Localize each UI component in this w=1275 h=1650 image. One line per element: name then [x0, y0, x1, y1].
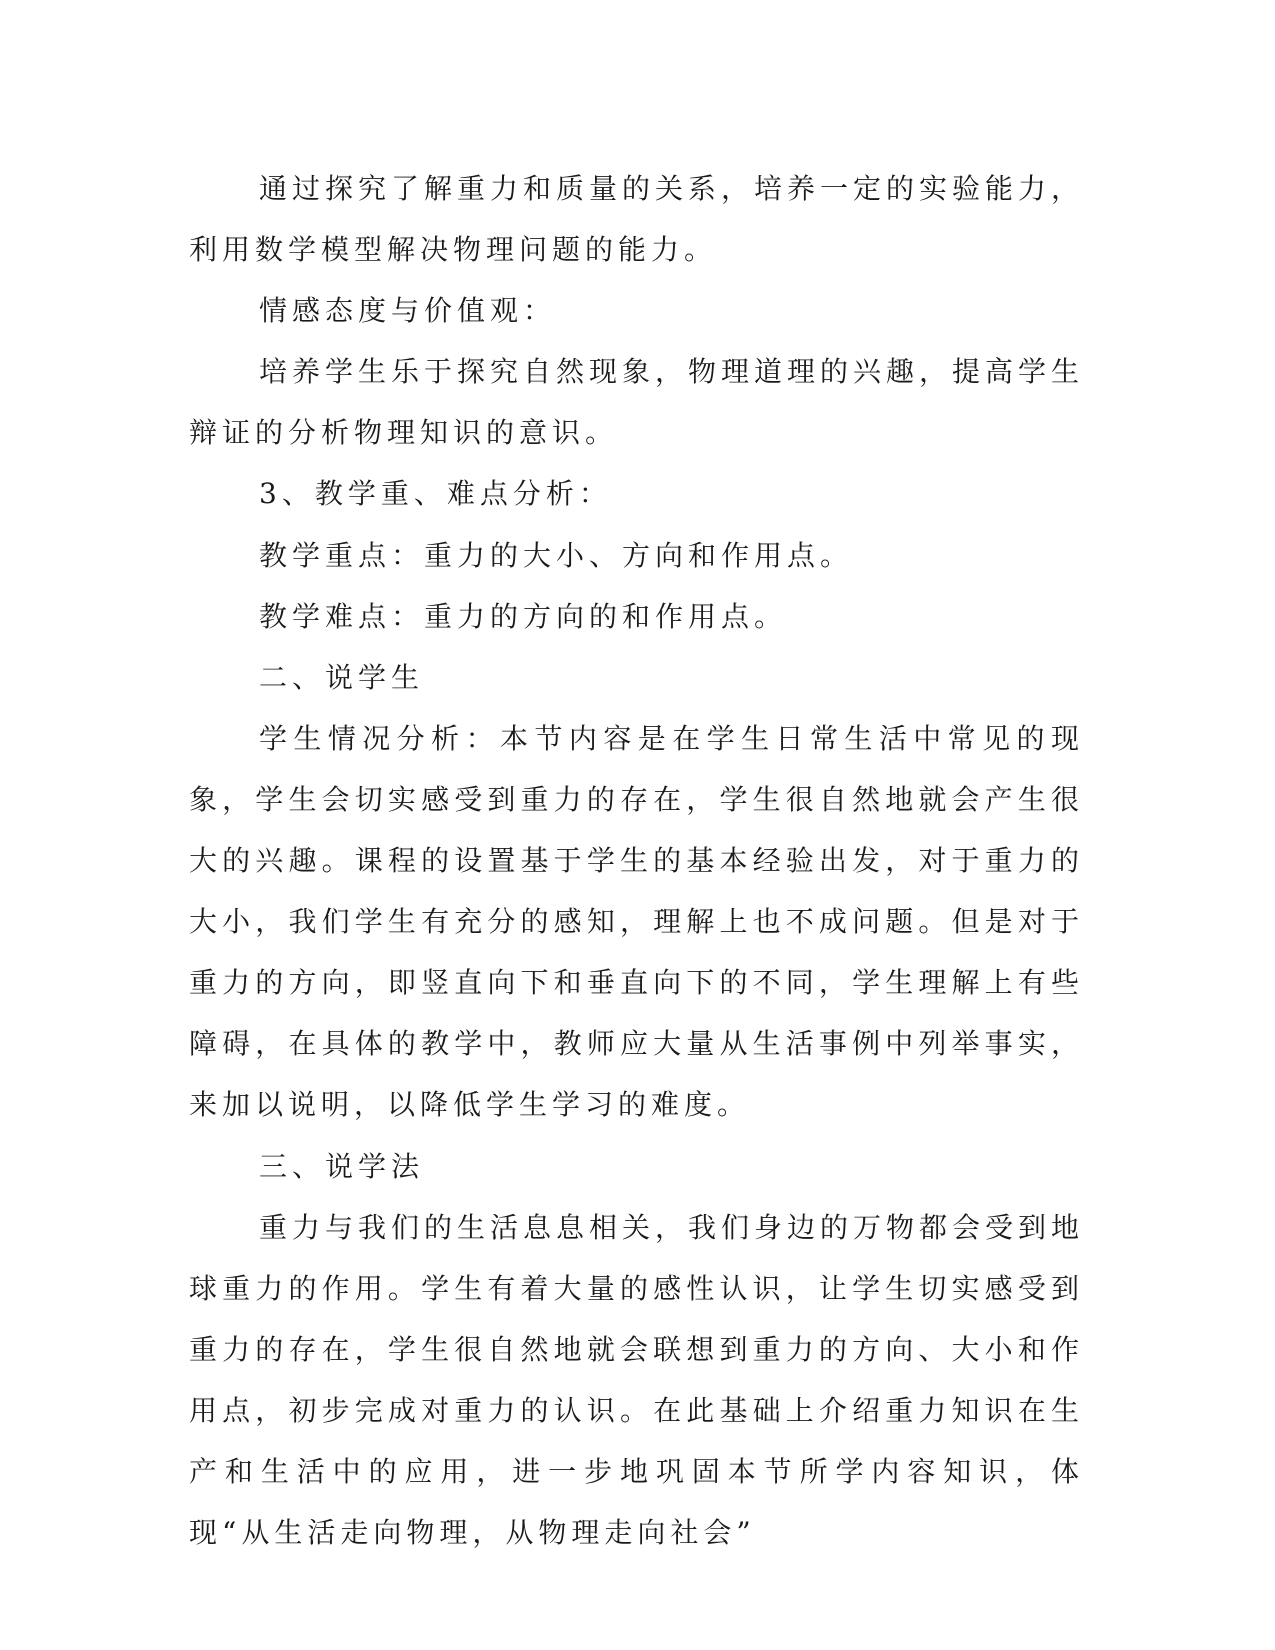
paragraph-ability-goal: 通过探究了解重力和质量的关系，培养一定的实验能力，利用数学模型解决物理问题的能力。 — [189, 172, 1085, 267]
paragraph-study-method: 重力与我们的生活息息相关，我们身边的万物都会受到地球重力的作用。学生有着大量的感性认识，让学生切实感受到重力的存在，学生很自然地就会联想到重力的方向、大小和作用点，初步完成对重力的认识。在此基础上介绍重力知识在生产和生活中的应用，进一步地巩固本节所学内容知识，体现“从生活走向物理，从物理走向社会” — [189, 1210, 1085, 1550]
paragraph-key-points-heading: 3、教学重、难点分析： — [259, 477, 612, 511]
paragraph-emotion-heading: 情感态度与价值观： — [259, 294, 557, 328]
paragraph-difficult-point: 教学难点：重力的方向的和作用点。 — [259, 599, 788, 633]
paragraph-emotion-goal: 培养学生乐于探究自然现象，物理道理的兴趣，提高学生辩证的分析物理知识的意识。 — [189, 355, 1085, 450]
document-body — [189, 158, 1084, 1563]
paragraph-student-analysis: 学生情况分析：本节内容是在学生日常生活中常见的现象，学生会切实感受到重力的存在，学生很自然地就会产生很大的兴趣。课程的设置基于学生的基本经验出发，对于重力的大小，我们学生有充分的感知，理解上也不成问题。但是对于重力的方向，即竖直向下和垂直向下的不同，学生理解上有些障碍，在具体的教学中，教师应大量从生活事例中列举事实，来加以说明，以降低学生学习的难度。 — [189, 721, 1084, 1122]
section-heading-students: 二、说学生 — [259, 660, 425, 694]
paragraph-key-point: 教学重点：重力的大小、方向和作用点。 — [259, 538, 854, 572]
section-heading-study-method: 三、说学法 — [259, 1149, 425, 1183]
